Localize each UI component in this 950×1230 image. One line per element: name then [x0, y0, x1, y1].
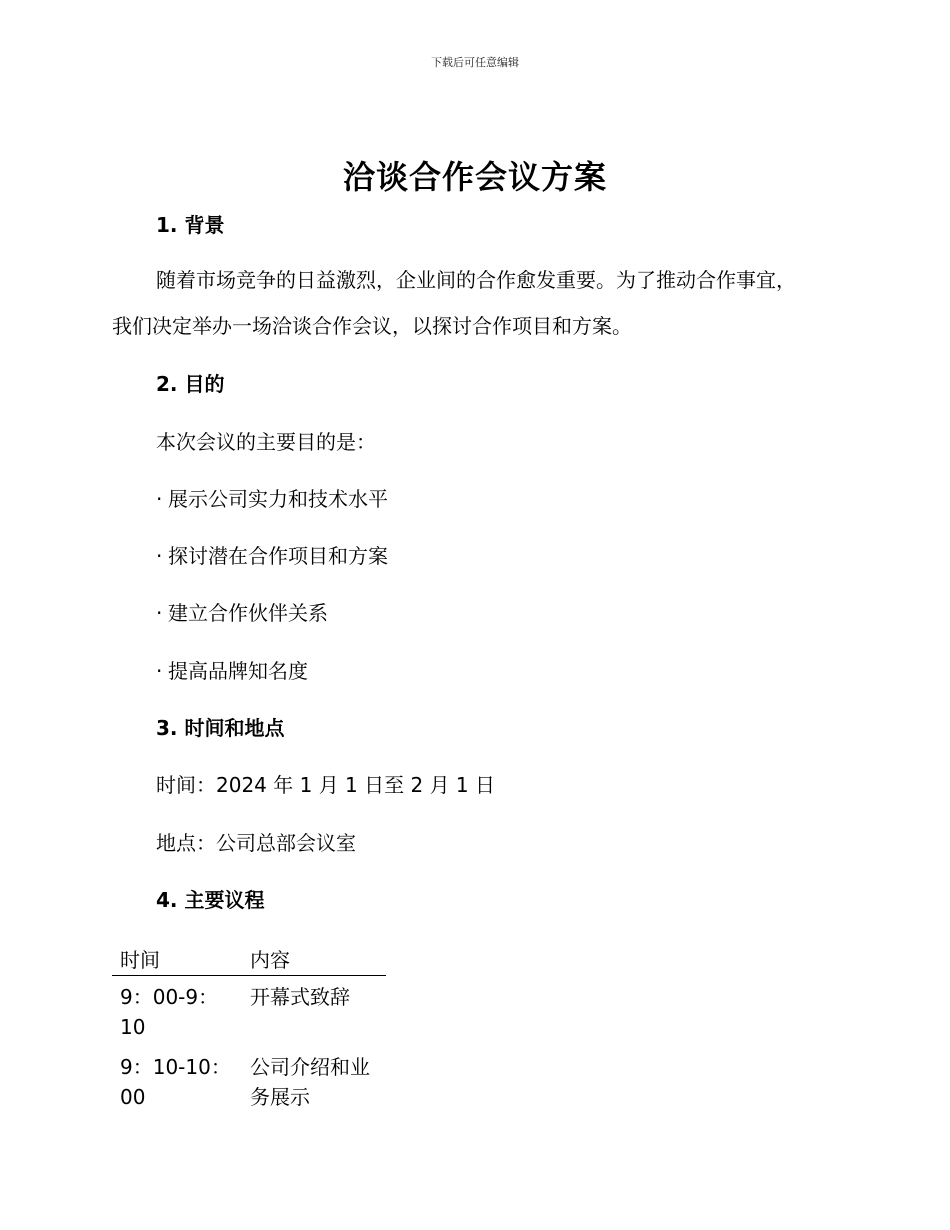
purpose-intro: 本次会议的主要目的是： — [156, 430, 376, 454]
purpose-bullet — [156, 597, 328, 626]
table-row — [112, 976, 386, 1047]
purpose-bullet-text: 提高品牌知名度 — [168, 659, 308, 683]
agenda-content-cell: 开幕式致辞 — [250, 985, 350, 1009]
purpose-bullet-text: 展示公司实力和技术水平 — [168, 487, 388, 511]
bullet-dot-icon: · — [156, 544, 163, 568]
meeting-time: 时间：2024 年 1 月 1 日至 2 月 1 日 — [156, 773, 496, 797]
agenda-content-cell: 公司介绍和业务展示 — [250, 1055, 370, 1109]
agenda-column-header: 时间 — [112, 940, 242, 976]
bullet-dot-icon: · — [156, 659, 163, 683]
purpose-bullet — [156, 540, 388, 569]
bullet-dot-icon: · — [156, 487, 163, 511]
agenda-header-row — [112, 940, 386, 976]
document-title: 洽谈合作会议方案 — [342, 158, 607, 196]
purpose-bullet — [156, 655, 308, 684]
section-heading-agenda: 4. 主要议程 — [156, 888, 265, 912]
purpose-bullet-text: 建立合作伙伴关系 — [168, 601, 328, 625]
purpose-bullet — [156, 483, 388, 512]
table-row — [112, 1046, 386, 1116]
agenda-table — [112, 940, 386, 1116]
section-heading-background: 1. 背景 — [156, 213, 225, 237]
meeting-place: 地点：公司总部会议室 — [156, 831, 356, 855]
section-heading-time-place: 3. 时间和地点 — [156, 716, 285, 740]
bullet-dot-icon: · — [156, 601, 163, 625]
agenda-column-header: 内容 — [242, 940, 386, 976]
page-header-note: 下载后可任意编辑 — [431, 56, 519, 69]
section-heading-purpose: 2. 目的 — [156, 372, 225, 396]
agenda-time-cell: 9：00-9：10 — [120, 985, 219, 1039]
background-paragraph: 随着市场竞争的日益激烈，企业间的合作愈发重要。为了推动合作事宜，我们决定举办一场洽谈合作会议，以探讨合作项目和方案。 — [112, 268, 796, 338]
purpose-bullet-text: 探讨潜在合作项目和方案 — [168, 544, 388, 568]
agenda-time-cell: 9：10-10：00 — [120, 1055, 231, 1109]
